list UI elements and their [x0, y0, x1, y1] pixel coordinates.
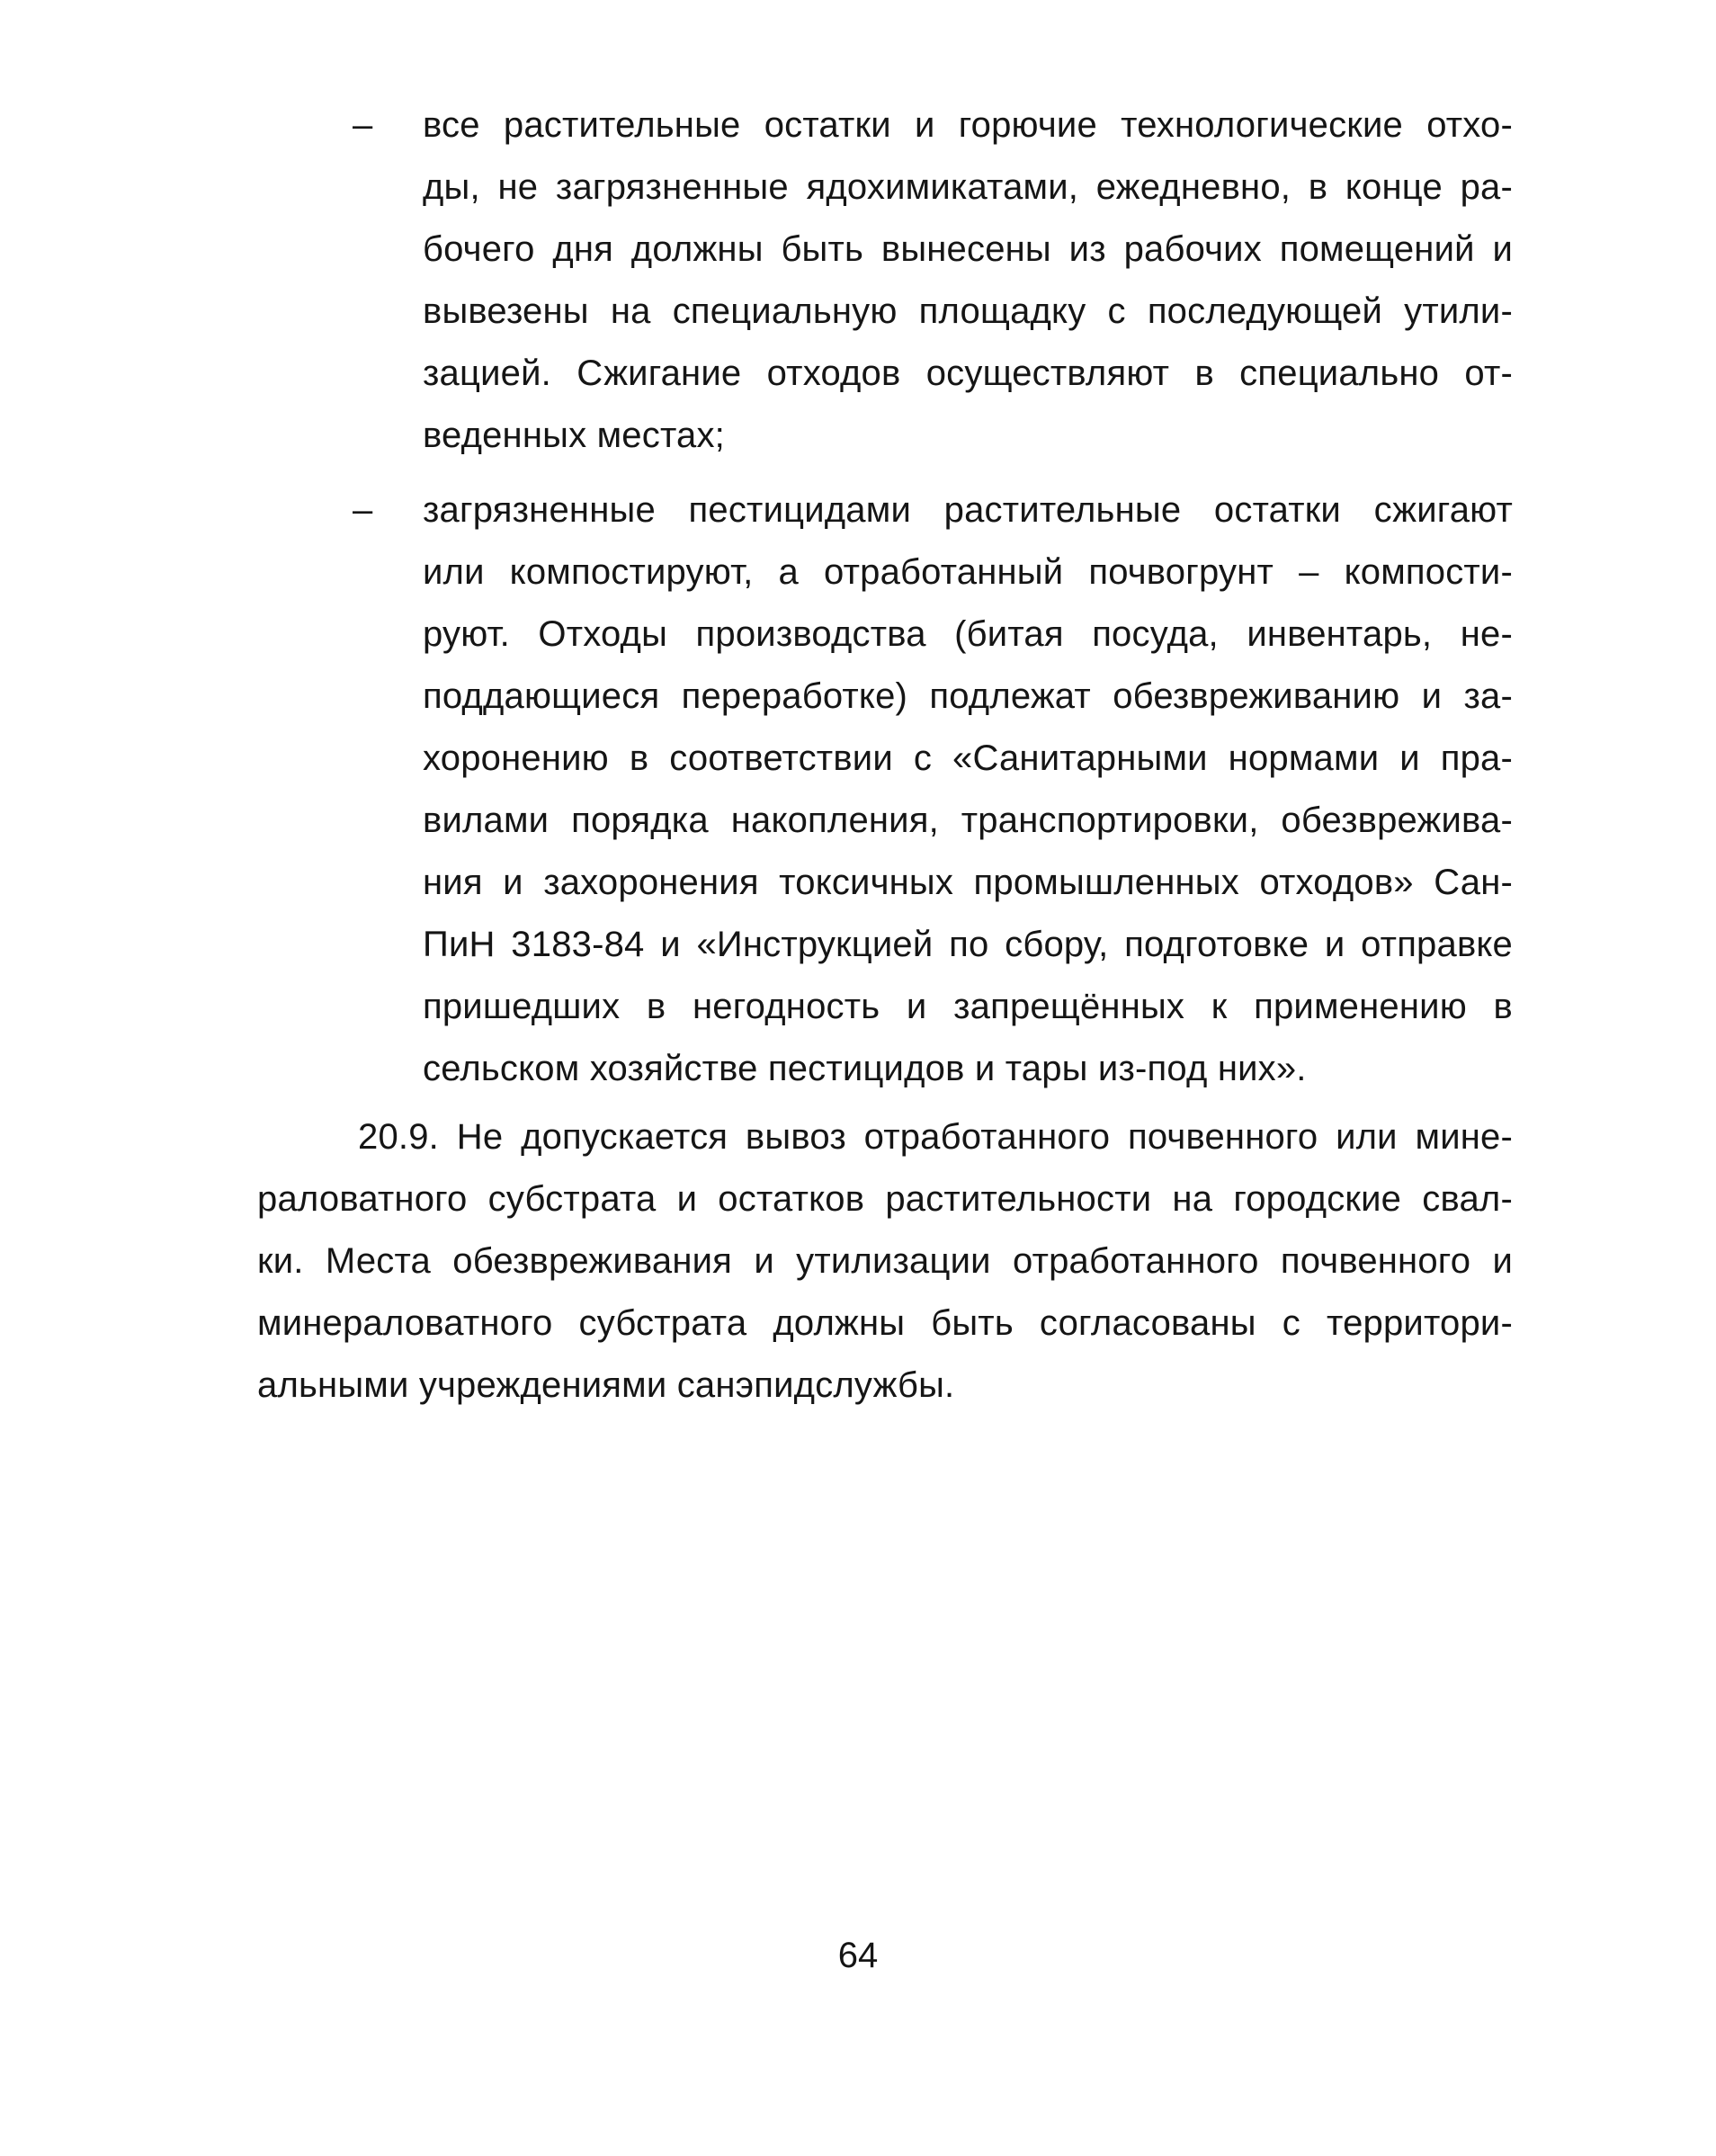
list-item-dash: – [353, 105, 373, 145]
text-line: все растительные остатки и горючие технологические отхо- [423, 105, 1513, 145]
text-line: или компостируют, а отработанный почвогрунт – компости- [423, 552, 1513, 592]
text-line: сельском хозяйстве пестицидов и тары из-под них». [423, 1049, 1307, 1088]
text-line: 20.9. Не допускается вывоз отработанного почвенного или мине- [358, 1117, 1513, 1157]
text-line: веденных местах; [423, 416, 725, 455]
text-line: загрязненные пестицидами растительные остатки сжигают [423, 490, 1513, 530]
text-line: пришедших в негодность и запрещённых к применению в [423, 987, 1513, 1026]
text-line: альными учреждениями санэпидслужбы. [257, 1365, 955, 1405]
text-line: ки. Места обезвреживания и утилизации отработанного почвенного и [257, 1241, 1513, 1281]
text-line: хоронению в соответствии с «Санитарными нормами и пра- [423, 738, 1513, 778]
text-line: вывезены на специальную площадку с последующей утили- [423, 291, 1513, 331]
text-line: раловатного субстрата и остатков растительности на городские свал- [257, 1179, 1513, 1219]
text-line: руют. Отходы производства (битая посуда, инвентарь, не- [423, 614, 1513, 654]
list-item-dash: – [353, 490, 373, 530]
text-line: ды, не загрязненные ядохимикатами, ежедневно, в конце ра- [423, 167, 1513, 207]
text-line: зацией. Сжигание отходов осуществляют в специально от- [423, 353, 1513, 393]
text-line: ПиН 3183-84 и «Инструкцией по сбору, подготовке и отправке [423, 925, 1513, 964]
text-line: минераловатного субстрата должны быть согласованы с территори- [257, 1303, 1513, 1343]
page-number: 64 [837, 1936, 879, 1975]
text-line: вилами порядка накопления, транспортировки, обезврежива- [423, 801, 1513, 840]
text-line: поддающиеся переработке) подлежат обезвреживанию и за- [423, 676, 1513, 716]
text-line: бочего дня должны быть вынесены из рабочих помещений и [423, 229, 1513, 269]
text-line: ния и захоронения токсичных промышленных отходов» Сан- [423, 863, 1513, 902]
